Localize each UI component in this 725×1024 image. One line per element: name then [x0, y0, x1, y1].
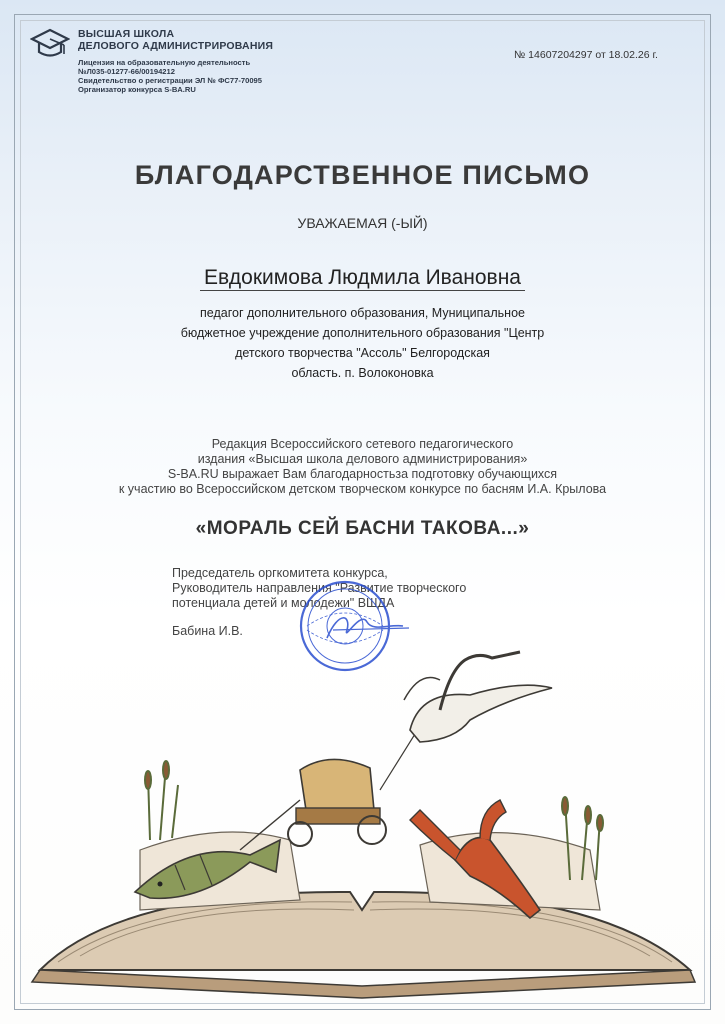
signature-line2: Руководитель направления "Развитие творческого	[172, 581, 467, 595]
body-line3: S-BA.RU выражает Вам благодарностьза подготовку обучающихся	[167, 467, 558, 481]
body-line4: к участию во Всероссийском детском творческом конкурсе по басням И.А. Крылова	[118, 482, 607, 496]
position-line2: бюджетное учреждение дополнительного образования "Центр	[180, 326, 545, 340]
greeting: УВАЖАЕМАЯ (-ЫЙ)	[297, 215, 428, 231]
letter-title: БЛАГОДАРСТВЕННОЕ ПИСЬМО	[134, 160, 591, 190]
signature-line3: потенциала детей и молодежи" ВШДА	[172, 596, 395, 610]
organizer-line: Организатор конкурса S-BA.RU	[78, 85, 196, 94]
license-line1: Лицензия на образовательную деятельность	[78, 58, 251, 67]
registration-line: Свидетельство о регистрации ЭЛ № ФС77-70095	[78, 76, 262, 85]
signer-name: Бабина И.В.	[172, 624, 243, 638]
reeds-left	[145, 761, 178, 840]
body-line1: Редакция Всероссийского сетевого педагогического	[211, 437, 514, 451]
position-line4: область. п. Волоконовка	[291, 366, 434, 380]
school-name-line2: ДЕЛОВОГО АДМИНИСТРИРОВАНИЯ	[78, 40, 274, 52]
body-line2: издания «Высшая школа делового администрирования»	[197, 452, 528, 466]
position-line3: детского творчества "Ассоль" Белгородская	[235, 346, 490, 360]
fable-illustration	[0, 640, 725, 1000]
open-book-image	[32, 832, 695, 998]
graduation-cap-icon	[30, 27, 70, 61]
signature-line1: Председатель оргкомитета конкурса,	[172, 566, 388, 580]
swan-bird	[404, 652, 552, 742]
recipient-name	[0, 266, 725, 290]
letter-body	[40, 437, 685, 497]
school-name-line1: ВЫСШАЯ ШКОЛА	[78, 28, 175, 40]
recipient-position	[140, 303, 585, 383]
license-line2: №Л035-01277-66/00194212	[78, 67, 175, 76]
contest-name: «МОРАЛЬ СЕЙ БАСНИ ТАКОВА...»	[195, 518, 530, 539]
document-number: № 14607204297 от 18.02.26 г.	[514, 49, 658, 61]
license-info	[78, 58, 262, 94]
recipient-name-text: Евдокимова Людмила Ивановна	[200, 266, 525, 291]
school-name	[78, 28, 273, 52]
cart-with-load	[240, 710, 430, 850]
position-line1: педагог дополнительного образования, Муниципальное	[200, 306, 525, 320]
